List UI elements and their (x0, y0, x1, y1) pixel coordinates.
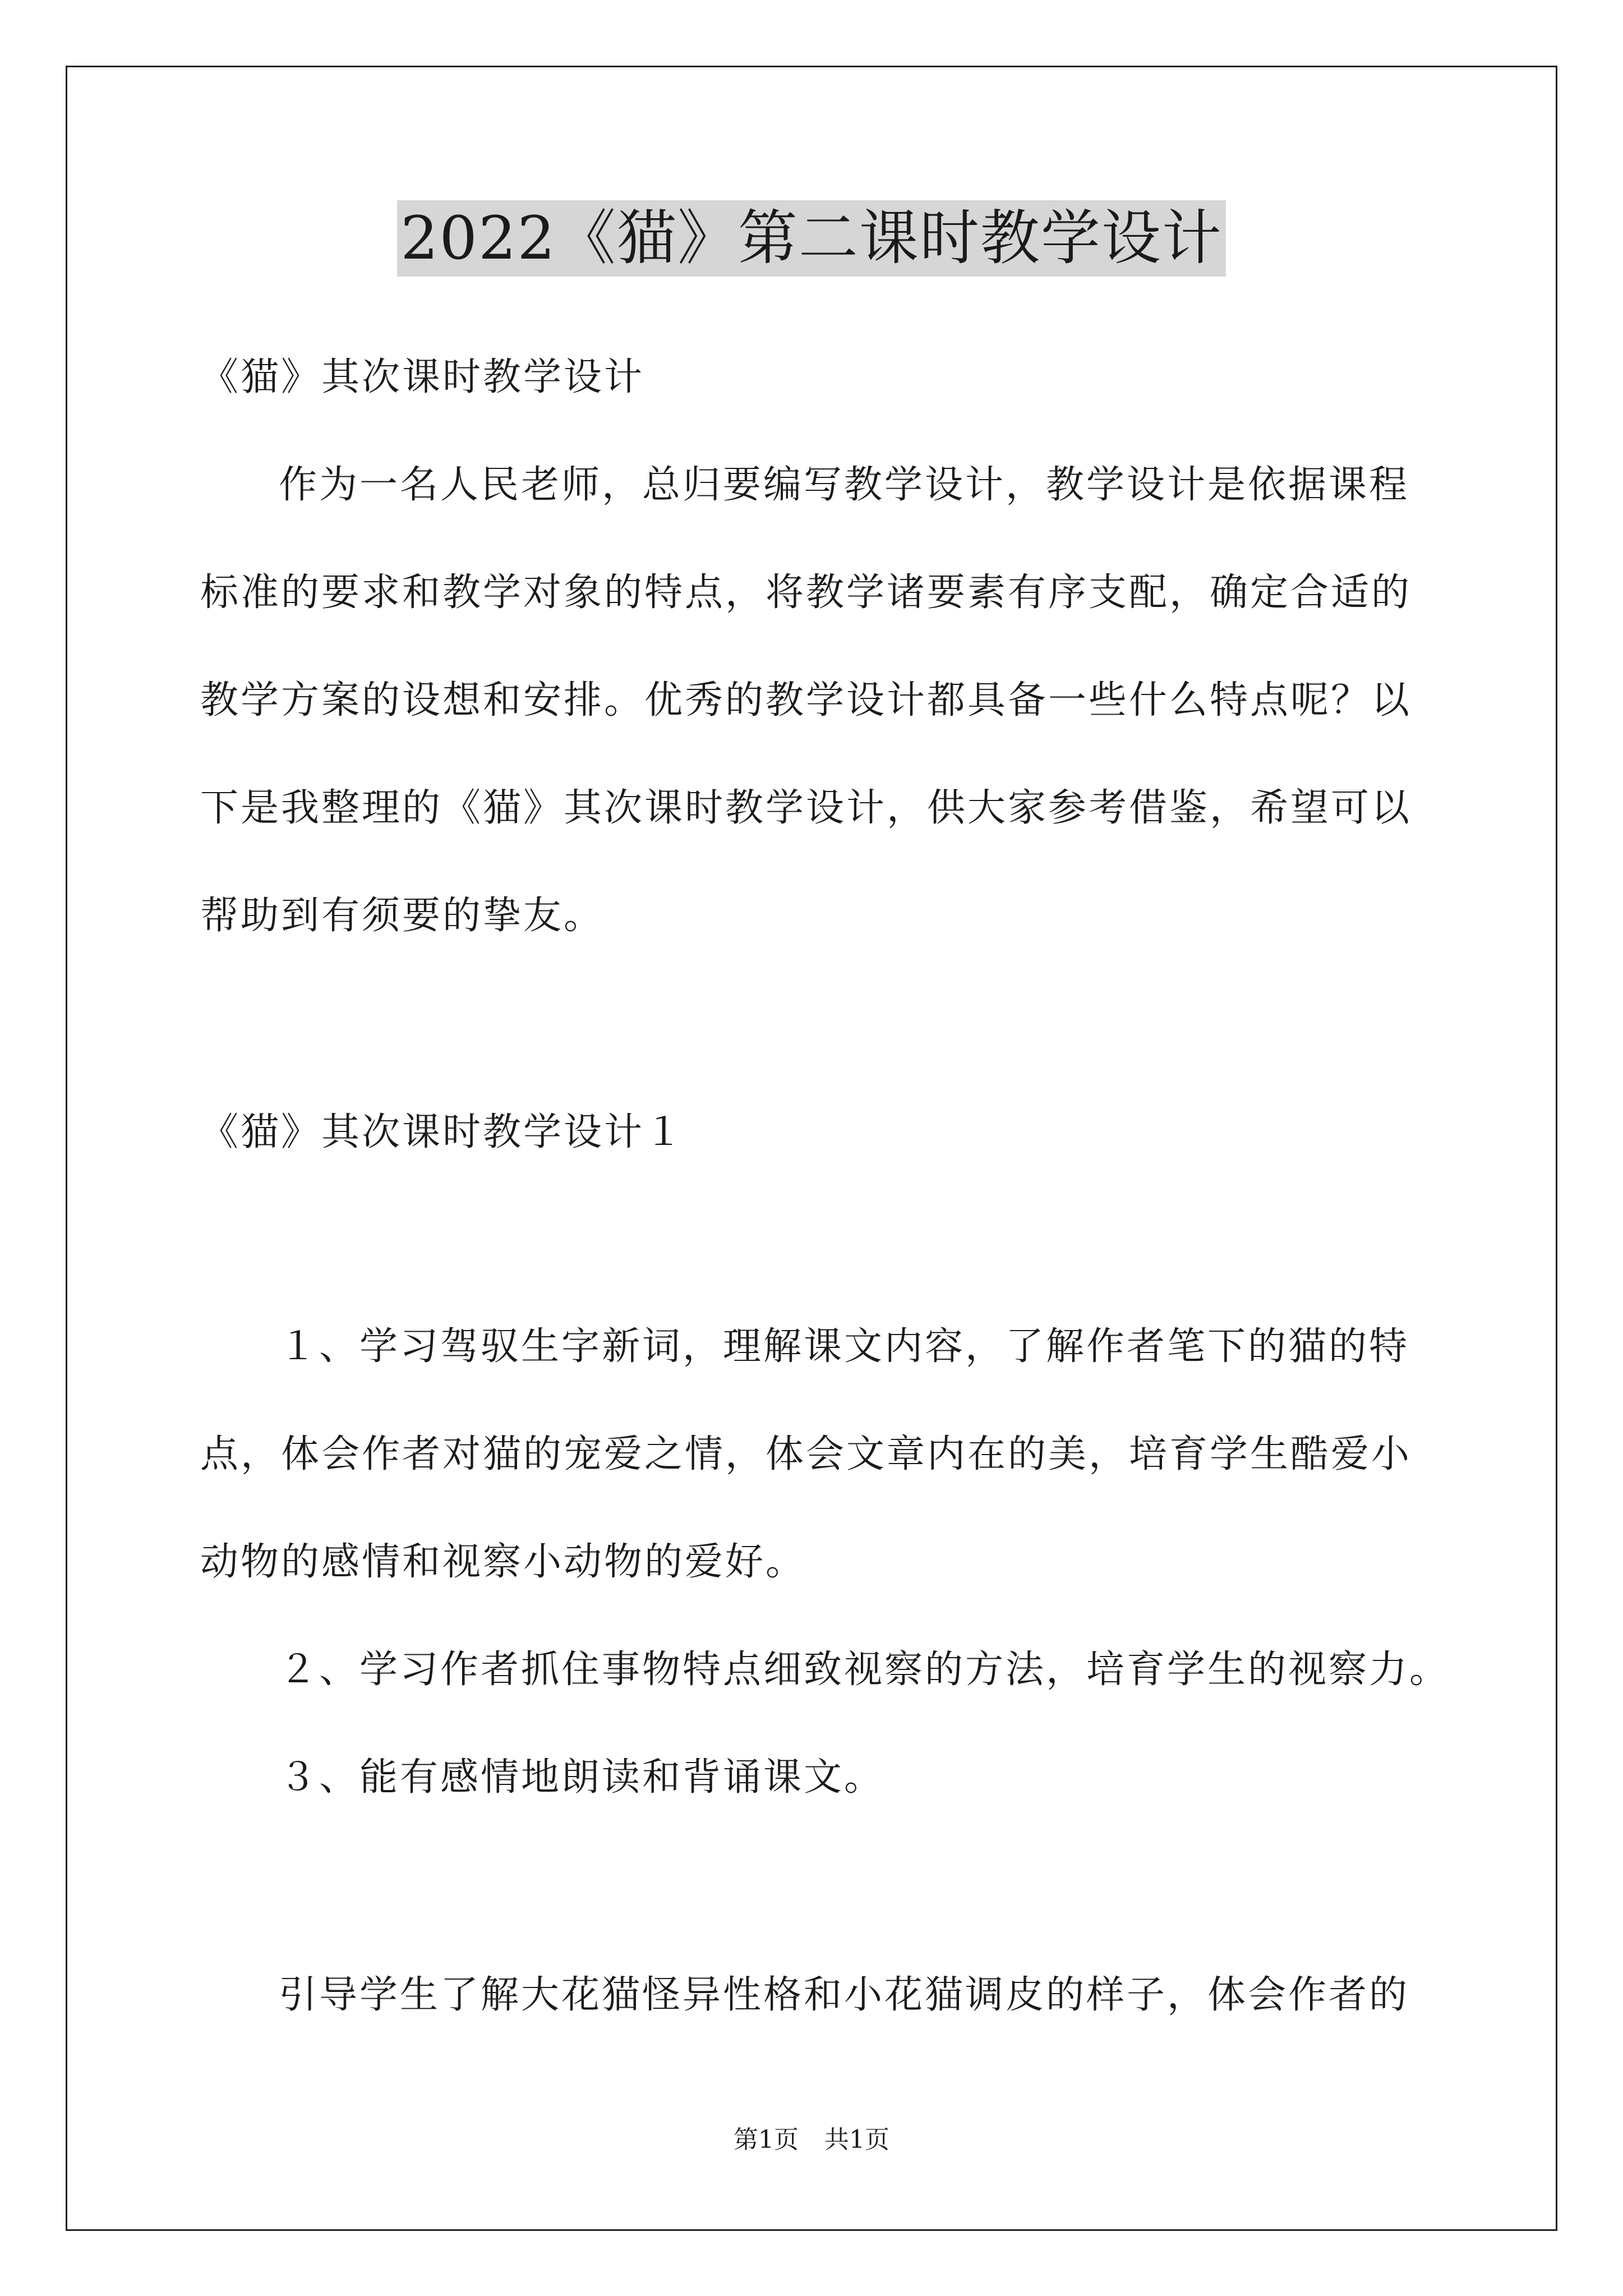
page-number: 第1页 (734, 2125, 799, 2154)
intro-line-1: 作为一名人民老师，总归要编写教学设计，教学设计是依据课程 (279, 463, 1410, 507)
intro-line-2: 标准的要求和教学对象的特点，将教学诸要素有序支配，确定合适的 (200, 570, 1412, 615)
page-footer (0, 2123, 1623, 2157)
objective-line-5: ３、能有感情地朗读和背诵课文。 (279, 1755, 885, 1800)
subtitle: 《猫》其次课时教学设计 (200, 355, 645, 399)
objective-line-4: ２、学习作者抓住事物特点细致视察的方法，培育学生的视察力。 (279, 1648, 1450, 1692)
intro-line-3: 教学方案的设想和安排。优秀的教学设计都具备一些什么特点呢？以 (200, 678, 1412, 723)
objective-line-3: 动物的感情和视察小动物的爱好。 (200, 1540, 806, 1584)
section-heading: 《猫》其次课时教学设计１ (200, 1110, 685, 1154)
title-container (0, 200, 1623, 277)
guide-line: 引导学生了解大花猫怪异性格和小花猫调皮的样子，体会作者的 (279, 1973, 1410, 2017)
objective-line-1: １、学习驾驭生字新词，理解课文内容，了解作者笔下的猫的特 (279, 1324, 1410, 1369)
intro-line-4: 下是我整理的《猫》其次课时教学设计，供大家参考借鉴，希望可以 (200, 786, 1412, 830)
document-title: 2022《猫》第二课时教学设计 (397, 200, 1226, 277)
page-total: 共1页 (824, 2125, 889, 2154)
intro-line-5: 帮助到有须要的挚友。 (200, 894, 605, 938)
objective-line-2: 点，体会作者对猫的宠爱之情，体会文章内在的美，培育学生酷爱小 (200, 1432, 1412, 1476)
